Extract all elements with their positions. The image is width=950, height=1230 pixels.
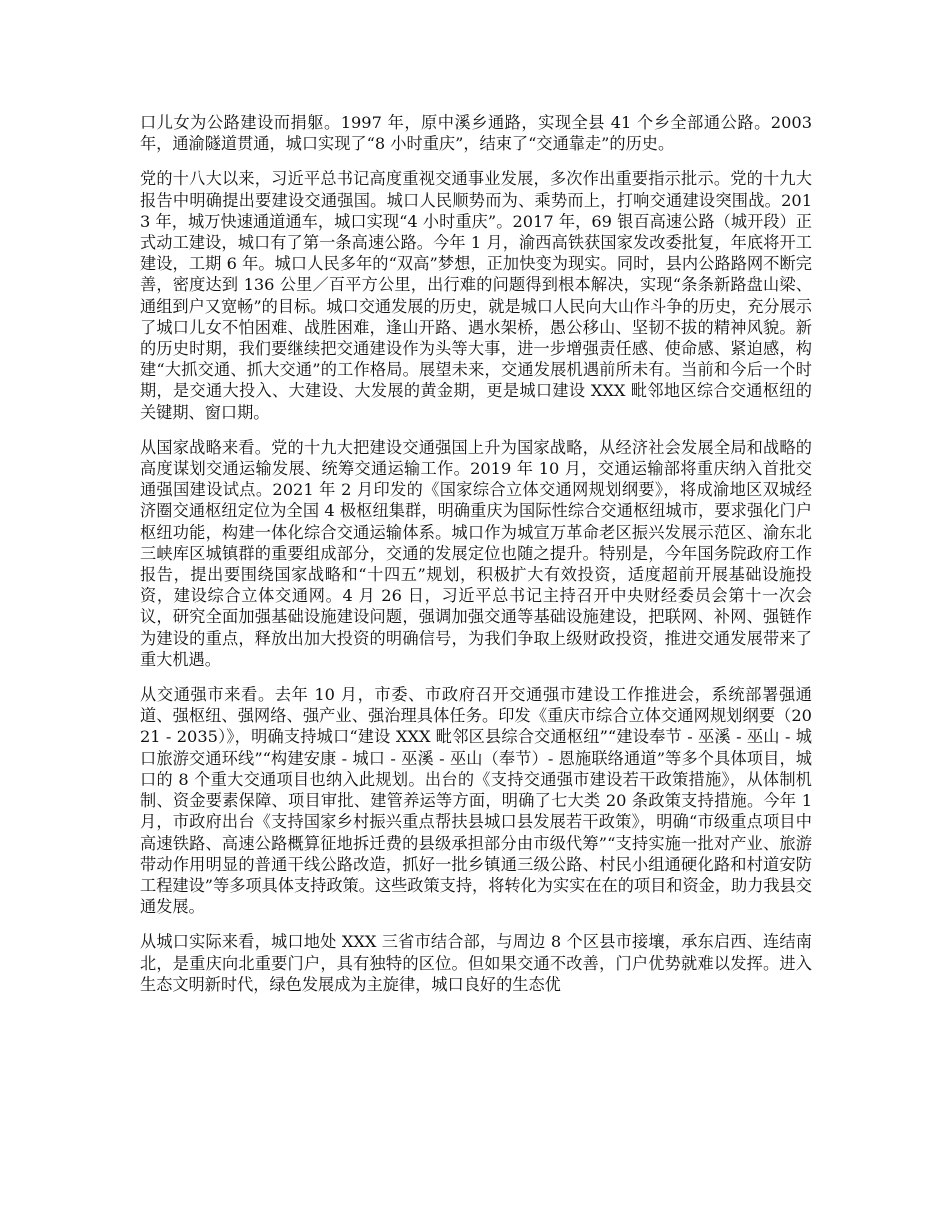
paragraph-1: 口儿女为公路建设而捐躯。1997 年，原中溪乡通路，实现全县 41 个乡全部通公路。2003 年，通渝隧道贯通，城口实现了“8 小时重庆”，结束了“交通靠走”的历史。	[140, 113, 812, 154]
paragraph-3: 从国家战略来看。党的十九大把建设交通强国上升为国家战略，从经济社会发展全局和战略的高度谋划交通运输发展、统筹交通运输工作。2019 年 10 月，交通运输部将重庆纳入首批交通强国建设试点。2021 年 2 月印发的《国家综合立体交通网规划纲要》，将成渝地区双城经济圈交通枢纽定位为全国 4 极枢纽集群，明确重庆为国际性综合交通枢纽城市，要求强化门户枢纽功能，构建一体化综合交通运输体系。城口作为城宣万革命老区振兴发展示范区、渝东北三峡库区城镇群的重要组成部分，交通的发展定位也随之提升。特别是，今年国务院政府工作报告，提出要围绕国家战略和“十四五”规划，积极扩大有效投资，适度超前开展基础设施投资，建设综合立体交通网。4 月 26 日，习近平总书记主持召开中央财经委员会第十一次会议，研究全面加强基础设施建设问题，强调加强交通等基础设施建设，把联网、补网、强链作为建设的重点，释放出加大投资的明确信号，为我们争取上级财政投资，推进交通发展带来了重大机遇。	[140, 437, 812, 669]
paragraph-5: 从城口实际来看，城口地处 XXX 三省市结合部，与周边 8 个区县市接壤，承东启西、连结南北，是重庆向北重要门户，具有独特的区位。但如果交通不改善，门户优势就难以发挥。进入生态文明新时代，绿色发展成为主旋律，城口良好的生态优	[140, 932, 812, 994]
document-page	[140, 112, 812, 1009]
paragraph-2: 党的十八大以来，习近平总书记高度重视交通事业发展，多次作出重要指示批示。党的十九大报告中明确提出要建设交通强国。城口人民顺势而为、乘势而上，打响交通建设突围战。2013 年，城万快速通道通车，城口实现“4 小时重庆”。2017 年，69 银百高速公路（城开段）正式动工建设，城口有了第一条高速公路。今年 1 月，渝西高铁获国家发改委批复，年底将开工建设，工期 6 年。城口人民多年的“双高”梦想，正加快变为现实。同时，县内公路路网不断完善，密度达到 136 公里／百平方公里，出行难的问题得到根本解决，实现“条条新路盘山梁、通组到户又宽畅”的目标。城口交通发展的历史，就是城口人民向大山作斗争的历史，充分展示了城口儿女不怕困难、战胜困难，逢山开路、遇水架桥，愚公移山、坚韧不拔的精神风貌。新的历史时期，我们要继续把交通建设作为头等大事，进一步增强责任感、使命感、紧迫感，构建“大抓交通、抓大交通”的工作格局。展望未来，交通发展机遇前所未有。当前和今后一个时期，是交通大投入、大建设、大发展的黄金期，更是城口建设 XXX 毗邻地区综合交通枢纽的关键期、窗口期。	[140, 169, 812, 422]
paragraph-4: 从交通强市来看。去年 10 月，市委、市政府召开交通强市建设工作推进会，系统部署强通道、强枢纽、强网络、强产业、强治理具体任务。印发《重庆市综合立体交通网规划纲要（2021 - 2035）》，明确支持城口“建设 XXX 毗邻区县综合交通枢纽”“建设奉节 - 巫溪 - 巫山 - 城口旅游交通环线”“构建安康 - 城口 - 巫溪 - 巫山（奉节）- 恩施联络通道”等多个具体项目，城口的 8 个重大交通项目也纳入此规划。出台的《支持交通强市建设若干政策措施》，从体制机制、资金要素保障、项目审批、建管养运等方面，明确了七大类 20 条政策支持措施。今年 1 月，市政府出台《支持国家乡村振兴重点帮扶县城口县发展若干政策》，明确“市级重点项目中高速铁路、高速公路概算征地拆迁费的县级承担部分由市级代筹”“支持实施一批对产业、旅游带动作用明显的普通干线公路改造，抓好一批乡镇通三级公路、村民小组通硬化路和村道安防工程建设”等多项具体支持政策。这些政策支持，将转化为实实在在的项目和资金，助力我县交通发展。	[140, 685, 812, 917]
